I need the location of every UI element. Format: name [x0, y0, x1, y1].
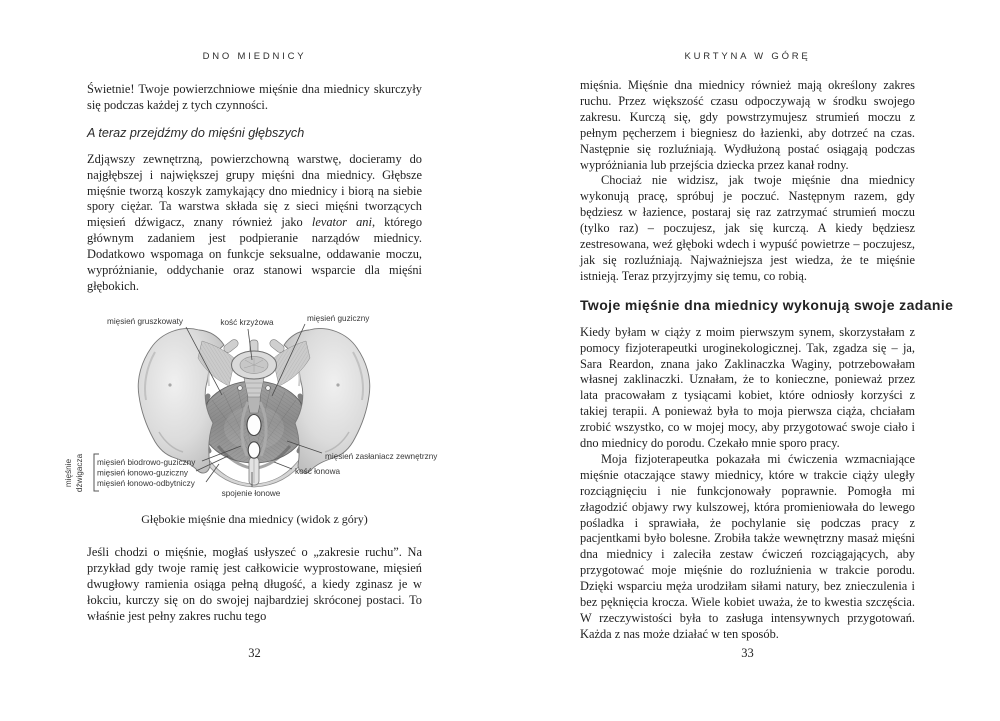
section-heading: Twoje mięśnie dna miednicy wykonują swoje zadanie	[580, 296, 954, 313]
label-obturator-externus: mięsień zasłaniacz zewnętrzny	[325, 452, 438, 461]
label-levator-group-line1: mięśnie	[64, 458, 73, 488]
figure-caption: Głębokie mięśnie dna miednicy (widok z góry)	[141, 512, 368, 526]
deep-paragraph-part2: , którego głównym zadaniem jest podpieranie narządów miednicy. Dodatkowo wspomaga on funkcje seksualne, oddawanie moczu, wypróżnianie, oddychanie oraz stanowi wsparcie dla mięśni głębokich.	[87, 215, 423, 293]
label-puborectalis: mięsień łonowo-odbytniczy	[97, 479, 195, 488]
anal-hiatus-opening	[248, 442, 260, 458]
deep-paragraph-part1: Zdjąwszy zewnętrzną, powierzchowną warstwę, docieramy do najgłębszej i największej grupy mięśni dna miednicy. Głębsze mięśnie tworzą koszyk zamykający dno miednicy i biorą na siebie spory ciężar. Ta warstwa składa się z sieci mięśni tworzących mięsień dźwigacz, znany również jako	[87, 151, 422, 230]
range-continuation-paragraph: mięśnia. Mięśnie dna miednicy również mają określony zakres ruchu. Przez większość czasu odpoczywają w środku swojego zakresu. Kurczą się, gdy powstrzymujesz strumień moczu z pełnym pęcherzem i biegniesz do łazienki, aby dotrzeć na czas. Następnie się rozluźniają. Wydłużoną postać osiągają podczas wypróżniania lub przejścia dziecka przez kanał rodny.	[580, 78, 915, 172]
left-column-top	[87, 82, 422, 295]
pelvis-figure	[55, 300, 475, 515]
range-of-motion-paragraph: Jeśli chodzi o mięśnie, mogłaś usłyszeć o „zakresie ruchu”. Na przykład gdy twoje ramię jest całkowicie wyprostowane, mięsień dwugłowy ramienia osiąga pełną długość, a kiedy zginasz je w łokciu, kurczy się on do swojej najbardziej skróconej postaci. To właśnie jest pełny zakres ruchu tego	[87, 545, 422, 623]
feel-muscles-paragraph: Chociaż nie widzisz, jak twoje mięśnie dna miednicy wykonują pracę, spróbuj je poczuć. Następnym razem, gdy będziesz w łazience, postaraj się raz zatrzymać strumień moczu (tylko raz) – poczujesz, jak się kurczą. A kiedy będziesz zestresowana, weź głęboki wdech i wypuść powietrze – poczujesz, jak się rozluźniają. Najważniejsza jest wiedza, że te mięśnie istnieją. Teraz przyjrzyjmy się temu, co robią.	[580, 173, 915, 283]
page-number-left: 32	[248, 646, 261, 660]
label-levator-group-line2: dźwigacza	[75, 453, 84, 493]
right-column	[580, 78, 954, 643]
label-pubococcygeus: mięsień łonowo-guziczny	[97, 468, 189, 478]
subheading-italic: A teraz przejdźmy do mięśni głębszych	[87, 125, 305, 140]
label-pubic-bone: kość łonowa	[295, 467, 341, 476]
left-column-bottom	[87, 545, 422, 625]
label-piriformis: mięsień gruszkowaty	[107, 317, 183, 326]
physiotherapist-paragraph: Moja fizjoterapeutka pokazała mi ćwiczenia wzmacniające mięśnie otaczające stawy miednicy, które w trakcie ciąży uległy rozciągnięciu i nie funkcjonowały poprawnie. Pomogła mi złagodzić objawy rwy kulszowej, która promieniowała do lewego pośladka i sprawiała, że pochylanie się podczas pracy z pacjentkami było bolesne. Zrobiła także wewnętrzny masaż mięśni dna miednicy i zaleciła zestaw ćwiczeń rozciągających, aby przygotować moje mięśnie do rozluźnienia w trakcie porodu. Dzięki wsparciu męża urodziłam siłami natury, bez znieczulenia i bez pęknięcia krocza. Wiele kobiet uważa, że to kwestia szczęścia. W rzeczywistości była to zasługa intensywnych przygotowań. Każda z nas może działać w ten sposób.	[580, 451, 915, 641]
page-number-right: 33	[741, 646, 754, 660]
page-right	[500, 0, 1000, 721]
latin-term: levator ani	[311, 215, 372, 230]
label-sacrum: kość krzyżowa	[220, 318, 274, 327]
running-head-right: KURTYNA W GÓRĘ	[684, 51, 811, 62]
label-pubic-symphysis: spojenie łonowe	[221, 489, 281, 498]
label-iliococcygeus: mięsień biodrowo-guziczny	[97, 458, 196, 467]
label-coccygeus: mięsień guziczny	[307, 314, 370, 323]
running-head-left: DNO MIEDNICY	[202, 51, 307, 62]
deep-muscles-paragraph	[87, 152, 422, 295]
pregnancy-paragraph: Kiedy byłam w ciąży z moim pierwszym synem, skorzystałam z pomocy fizjoterapeutki uroginekologicznej. Tak, zgadza się – ja, Sara Reardon, znana jako Zaklinaczka Waginy, potrzebowałam własnej zaklinaczki. Uznałam, że to konieczne, ponieważ przez lata pracowałam z tysiącami kobiet, które odniosły korzyści z takiej terapii. A ponieważ była to moja pierwsza ciąża, chciałam zrobić wszystko, co w mojej mocy, aby przygotować swoje ciało i dno miednicy do porodu. Czekało mnie sporo pracy.	[580, 324, 915, 451]
pelvis-illustration	[55, 300, 475, 515]
urogenital-hiatus-opening	[247, 415, 261, 436]
intro-paragraph: Świetnie! Twoje powierzchniowe mięśnie dna miednicy skurczyły się podczas każdej z tych czynności.	[87, 82, 422, 112]
